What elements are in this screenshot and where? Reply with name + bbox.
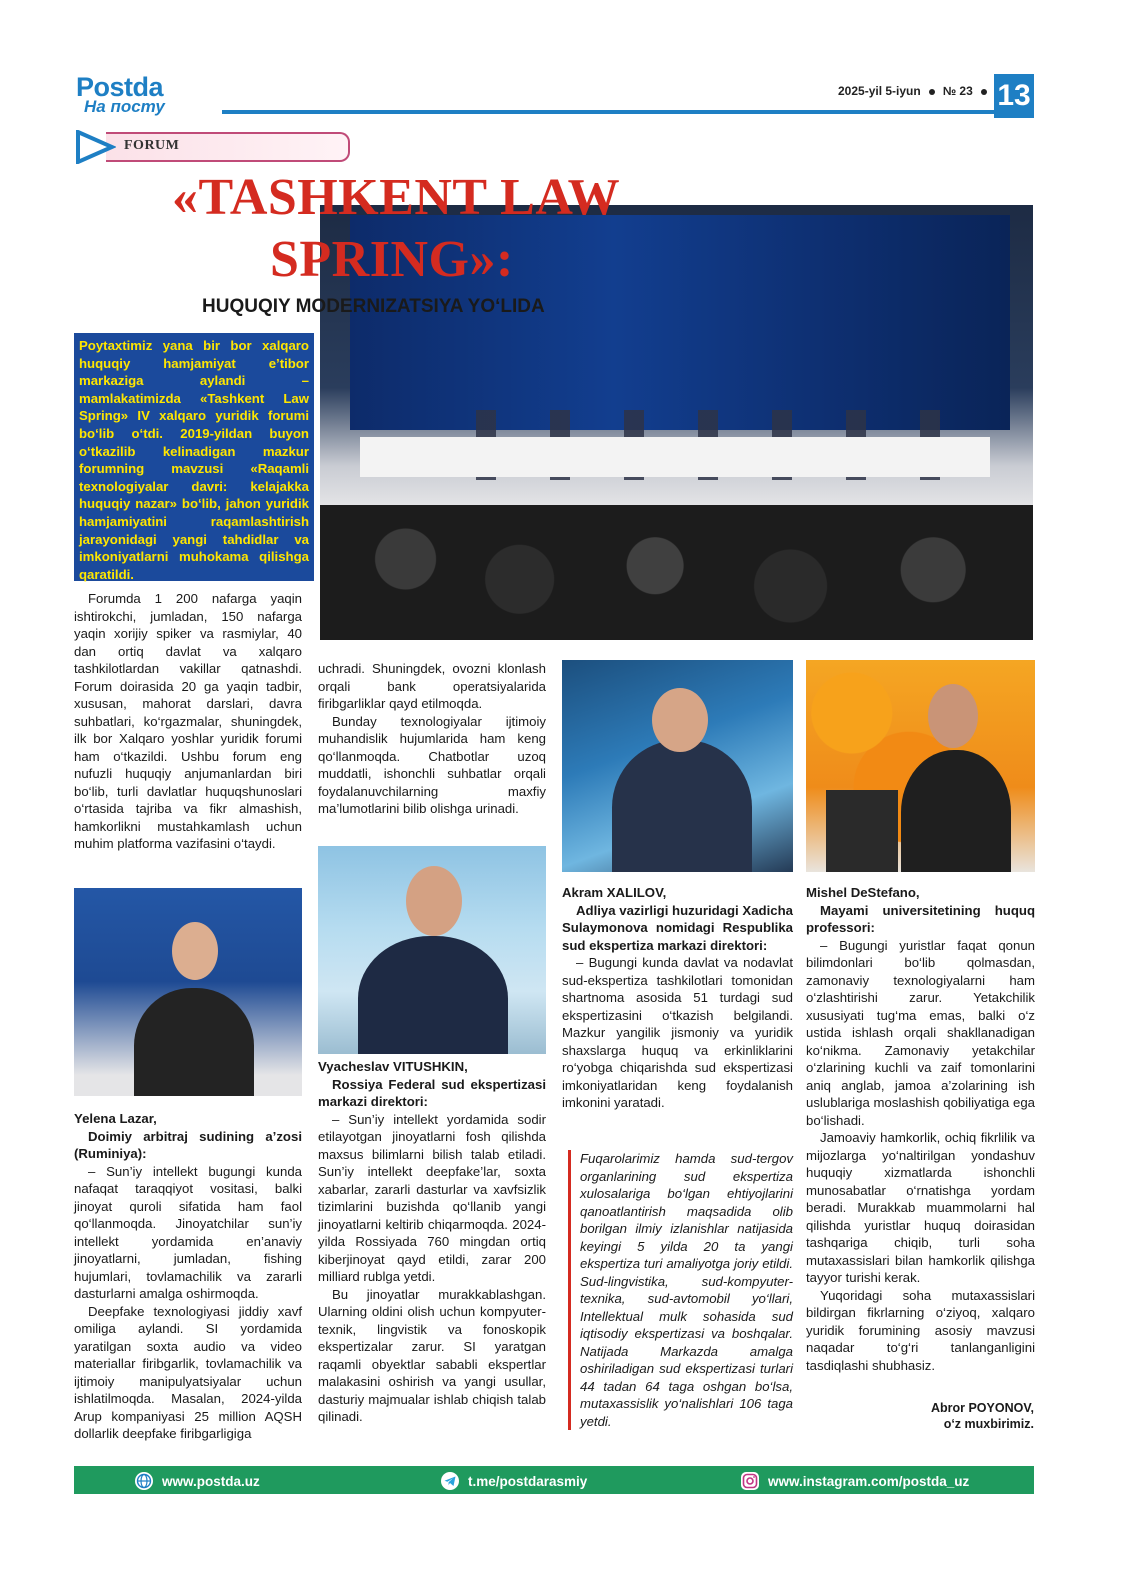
photo-mishel-destefano xyxy=(806,660,1035,872)
dot-icon xyxy=(981,89,987,95)
speaker-paragraph: Yuqoridagi soha mutaxassislari bildirgan fikrlarning o‘ziyoq, xalqaro yuridik forumining asosiy mavzusi naqadar to‘g‘ri tanlanganligini tasdiqlashi shubhasiz. xyxy=(806,1287,1035,1373)
footer-telegram-text: t.me/postdarasmiy xyxy=(468,1473,588,1489)
instagram-icon xyxy=(740,1471,760,1491)
intro-paragraph: Forumda 1 200 nafarga yaqin ishtirokchi, jumladan, 150 nafarga yaqin xorijiy spiker va rasmiylar, 40 dan ortiq davlat va xalqaro tashkilotlardan vakillar qatnashdi. Forum doirasida 20 ga yaqin tadbir, xususan, mahorat darslari, davra suhbatlari, ko‘rgazmalar, shuningdek, ilk bor Xalqaro yoshlar yuridik forumi ham o‘tkazildi. Ushbu forum eng nufuzli huquqiy anjumanlardan biri bo‘lib, turli davlatlar huquqshunoslari o‘rtasida tajriba va fikr almashish, hamkorlikni mustahkamlash uchun muhim platforma vazifasini o‘taydi. xyxy=(74,591,302,851)
speaker-paragraph: – Bugungi yuristlar faqat qonun bilimdonlari bo‘lib qolmasdan, zamonaviy texnologiyalarni ham o‘zlashtirishi zarur. Yetakchilik xususiyati tug‘ma emas, balki o‘z ustida ishlash orqali shakllanadigan ko‘nikma. Zamonaviy yetakchilar o‘zlarining kuchli va zaif tomonlarini aniq anglab, jamoa a’zolarining ish uslublariga moslashish qobiliyatiga ega bo‘lishadi. xyxy=(806,937,1035,1128)
page-number: 13 xyxy=(994,74,1034,118)
speaker-head xyxy=(928,684,978,748)
speaker-paragraph: Deepfake texnologiyasi jiddiy xavf omiliga aylandi. SI yordamida yaratilgan soxta audio va video materiallar firibgarlik, tovlamachilik va ijtimoiy manipulyatsiyalar uchun ishlatilmoqda. Masalan, 2024-yilda Arup kompaniyasi 25 million AQSH dollarlik deepfake firibgarligiga xyxy=(74,1303,302,1441)
speaker-name: Mishel DeStefano, xyxy=(806,885,920,900)
photo-yelena-lazar xyxy=(74,888,302,1096)
highlight-quote: Fuqarolarimiz hamda sud-tergov organlarining sud ekspertiza xulosalariga bo‘lgan ehtiyojlarini qanoatlantirish maqsadida olib borilgan ilmiy izlanishlar natijasida keyingi 5 yilda 20 ta yangi ekspertiza turi amaliyotga joriy etildi. Sud-lingvistika, sud-kompyuter-texnika, sud-avtomobil yo‘llari, Intellektual mulk sohasida sud iqtisodiy ekspertizasi va boshqalar. Natijada Markazda amalga oshiriladigan sud ekspertizasi turlari 44 tadan 64 taga oshgan bo‘lsa, mutaxassislik yo‘nalishlari 106 taga yetdi. xyxy=(568,1150,793,1430)
footer-instagram-link[interactable] xyxy=(740,1471,969,1491)
logo-line1: Postda xyxy=(76,72,164,102)
headline-line1: «TASHKENT LAW xyxy=(172,169,621,226)
footer-telegram-link[interactable] xyxy=(440,1471,587,1491)
photo-vyacheslav-vitushkin xyxy=(318,846,546,1054)
intro-column-2 xyxy=(318,660,546,818)
newspaper-logo xyxy=(76,74,165,115)
author-signature xyxy=(900,1400,1034,1432)
speaker-figure xyxy=(612,740,752,872)
speaker-role: Adliya vazirligi huzuridagi Xadicha Sulaymonova nomidagi Respublika sud ekspertiza markazi direktori: xyxy=(562,902,793,953)
intro-column-1 xyxy=(74,590,302,853)
speaker-figure xyxy=(358,936,508,1054)
speaker-name: Yelena Lazar, xyxy=(74,1111,157,1126)
speaker-figure xyxy=(134,988,254,1096)
lectern xyxy=(826,790,898,872)
audience xyxy=(320,505,1033,640)
subheadline: HUQUQIY MODERNIZATSIYA YO‘LIDA xyxy=(202,296,545,317)
speaker-head xyxy=(652,688,708,752)
footer-site-link[interactable] xyxy=(134,1471,260,1491)
lead-paragraph: Poytaxtimiz yana bir bor xalqaro huquqiy hamjamiyat e’tibor markaziga aylandi – mamlakatimizda «Tashkent Law Spring» IV xalqaro yuridik forumi bo‘lib o‘tdi. 2019-yildan buyon o‘tkazilib kelinadigan mazkur forumning mavzusi «Raqamli texnologiyalar davri: kelajakka huquqiy nazar» bo‘lib, jahon yuridik hamjamiyatini raqamlashtirish jarayonidagi yangi tahdidlar va imkoniyatlarni muhokama qilishga qaratildi. xyxy=(74,333,314,581)
header-rule xyxy=(222,110,1012,114)
speaker-head xyxy=(172,922,218,980)
globe-icon xyxy=(134,1471,154,1491)
footer-instagram-text: www.instagram.com/postda_uz xyxy=(768,1473,970,1489)
speaker-role: Doimiy arbitraj sudining a’zosi (Ruminiya): xyxy=(74,1128,302,1161)
headline-line2: SPRING»: xyxy=(270,231,514,288)
speaker-column-vyacheslav xyxy=(318,1058,546,1426)
speaker-paragraph: Bu jinoyatlar murakkablashgan. Ularning oldini olish uchun kompyuter-texnik, lingvistik va fonoskopik ekspertizalar zarur. SI yaratgan raqamli obyektlar sababli ekspertlar malakasini oshirish va yangi usullar, dasturiy majmualar ishlab chiqish talab qilinadi. xyxy=(318,1286,546,1424)
speaker-column-yelena xyxy=(74,1110,302,1443)
telegram-icon xyxy=(440,1471,460,1491)
rubric-label xyxy=(76,130,350,164)
speaker-paragraph: – Bugungi kunda davlat va nodavlat sud-ekspertiza tashkilotlari tomonidan shartnoma asosida 51 turdagi sud ekspertizasini o‘tkazish belgilandi. Mazkur yangilik jismoniy va yuridik shaxslarga huquq va erkinliklarini ro‘yobga chiqarishda sud ekspertizasi imkoniyatlaridan keng foydalanish imkonini yaratadi. xyxy=(562,955,793,1110)
speaker-name: Akram XALILOV, xyxy=(562,885,667,900)
speaker-column-mishel xyxy=(806,884,1035,1374)
rubric-text: FORUM xyxy=(124,138,180,153)
speaker-paragraph: – Sun’iy intellekt bugungi kunda nafaqat taraqqiyot vositasi, balki jinoyat quroli sifatida ham faol qo‘llanmoqda. Jinoyatchilar sun’iy intellekt yordamida en’anaviy jinoyatlarni, jumladan, fishing hujumlari, tovlamachilik va zararli dasturlarni amalga oshirmoqda. xyxy=(74,1163,302,1301)
speaker-paragraph: Jamoaviy hamkorlik, ochiq fikrlilik va mijozlarga yo‘naltirilgan yondashuv huquqiy xizmatlarda ishonchli munosabatlar o‘rnatishga yordam beradi. Murakkab muammolarni hal qilishda yuristlar huquq doirasidan tashqariga chiqib, turli soha mutaxassislari bilan hamkorlik qilishga tayyor turishi kerak. xyxy=(806,1130,1035,1285)
footer-site-text: www.postda.uz xyxy=(162,1473,260,1489)
intro-continued: uchradi. Shuningdek, ovozni klonlash orqali bank operatsiyalarida firibgarliklar qayd etilmoqda. xyxy=(318,661,546,711)
issue-date: 2025-yil 5-iyun xyxy=(838,84,921,98)
photo-akram-xalilov xyxy=(562,660,793,872)
speaker-figure xyxy=(901,750,1011,872)
arrow-play-icon xyxy=(76,130,116,164)
dot-icon xyxy=(929,89,935,95)
speaker-name: Vyacheslav VITUSHKIN, xyxy=(318,1059,468,1074)
panel-table xyxy=(360,437,990,477)
footer-bar xyxy=(74,1466,1034,1494)
logo-line2: На посту xyxy=(84,97,165,116)
issue-meta xyxy=(838,84,995,98)
speaker-role: Rossiya Federal sud ekspertizasi markazi direktori: xyxy=(318,1076,546,1109)
author-position: o‘z muxbirimiz. xyxy=(943,1417,1034,1431)
speaker-role: Mayami universitetining huquq professori: xyxy=(806,902,1035,935)
intro-paragraph: Bunday texnologiyalar ijtimoiy muhandislik hujumlarida ham keng qo‘llanmoqda. Chatbotlar uzoq muddatli, ishonchli suhbatlar orqali foydalanuvchilarning maxfiy ma’lumotlarini bilib olishga urinadi. xyxy=(318,713,546,816)
speaker-head xyxy=(406,866,462,936)
issue-number: № 23 xyxy=(942,84,973,98)
speaker-paragraph: – Sun’iy intellekt yordamida sodir etilayotgan jinoyatlarni fosh qilishda maxsus bilimlarni bilish talab etiladi. Sun’iy intellekt deepfake’lar, soxta xabarlar, zararli dasturlar va xavfsizlik tizimlarini buzishda qo‘llanib yangi jinoyatlarni keltirib chiqarmoqda. 2024-yilda Rossiyada 760 mingdan ortiq kiberjinoyat qayd etildi, zarar 200 milliard rublga yetdi. xyxy=(318,1111,546,1284)
speaker-column-akram xyxy=(562,884,793,1112)
author-name: Abror POYONOV, xyxy=(930,1401,1034,1415)
